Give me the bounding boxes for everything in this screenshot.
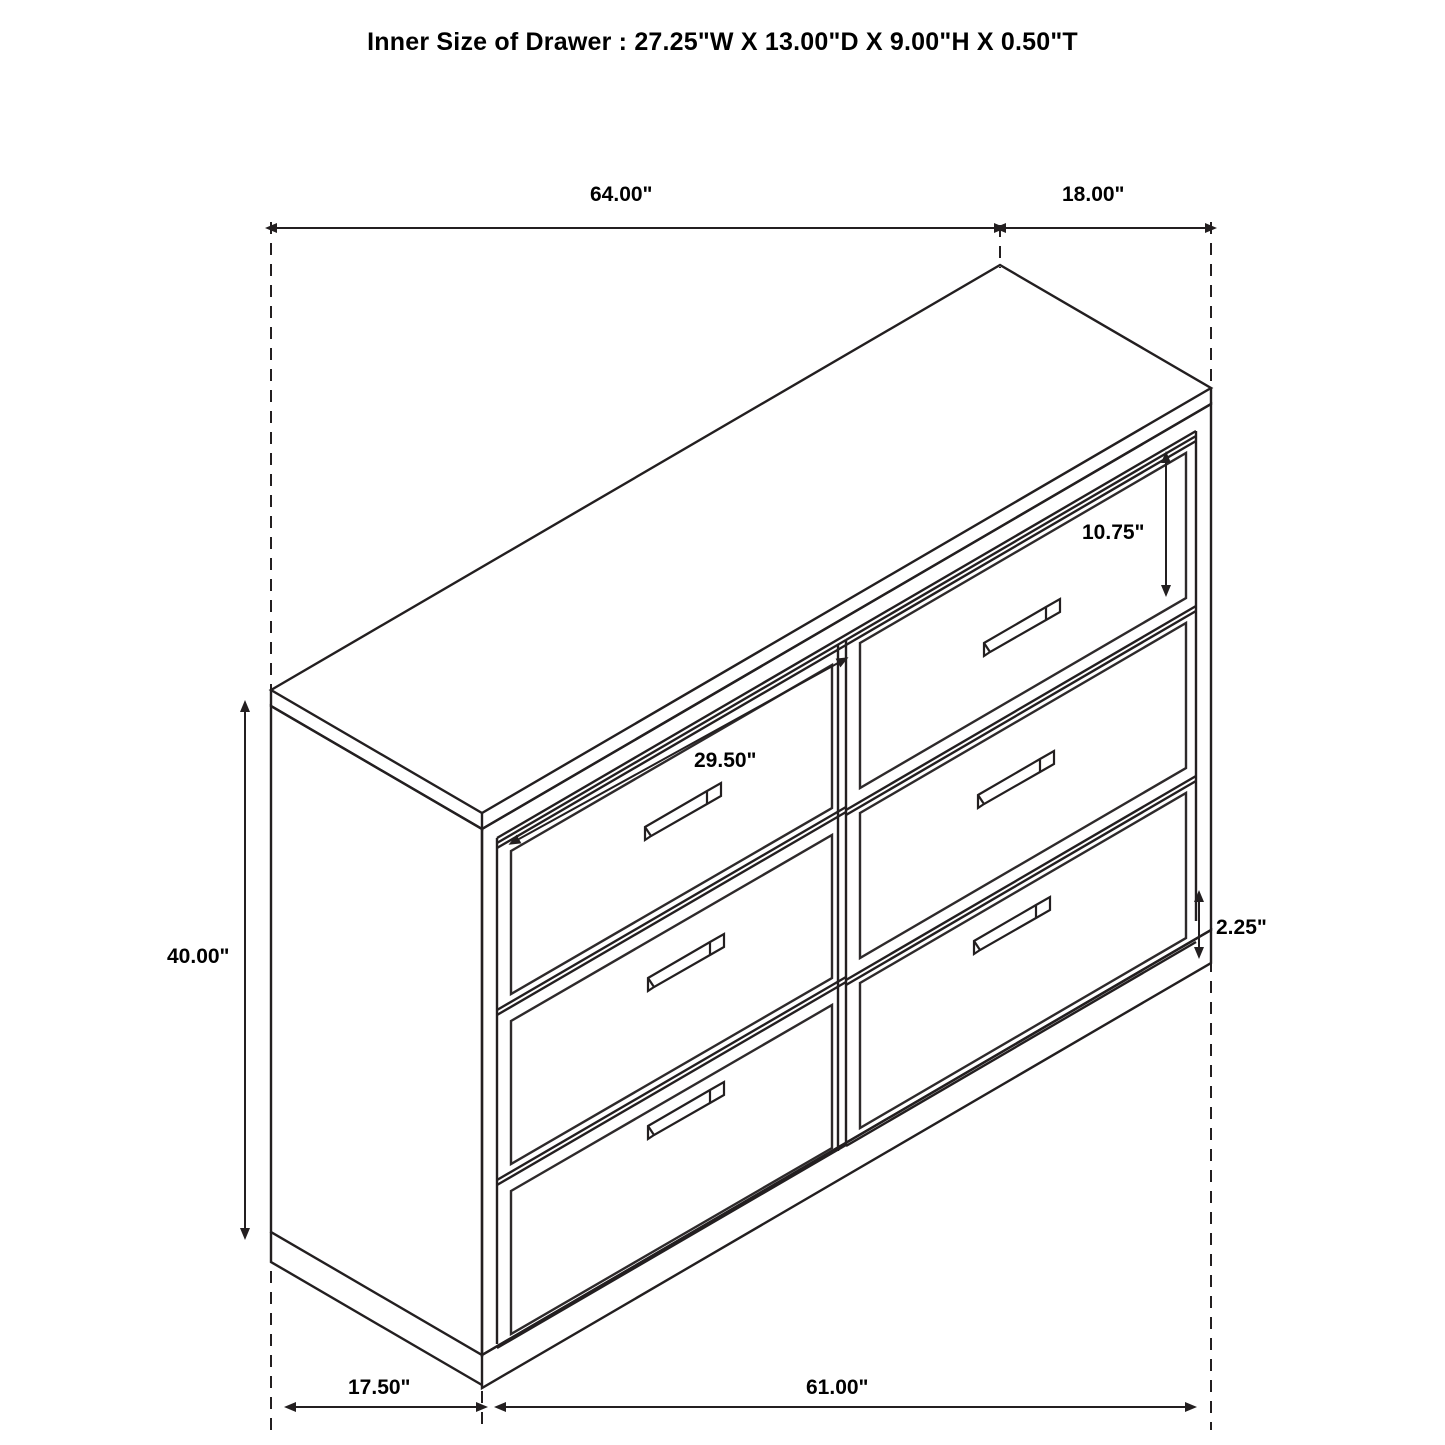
dim-label-top-width: 64.00"	[590, 183, 653, 206]
drawer-handle	[645, 783, 721, 840]
drawer-handle	[648, 934, 724, 991]
extension-line-icon	[271, 222, 1211, 1430]
dim-label-front-width: 61.00"	[806, 1376, 869, 1399]
dim-line-diagonal-depth	[519, 663, 838, 839]
drawer-handle	[974, 897, 1050, 954]
drawer-handle	[978, 751, 1054, 808]
page-title: Inner Size of Drawer : 27.25"W X 13.00"D X 9.00"H X 0.50"T	[367, 28, 1078, 56]
dim-label-diagonal-depth: 29.50"	[694, 749, 757, 772]
drawer-handle	[984, 599, 1060, 656]
dimension-lines	[245, 222, 1211, 1430]
dim-label-top-depth: 18.00"	[1062, 183, 1125, 206]
dresser-body	[271, 265, 1211, 1388]
dim-label-drawer-height: 10.75"	[1082, 521, 1145, 544]
dim-label-overall-height: 40.00"	[167, 945, 230, 968]
dim-label-side-depth: 17.50"	[348, 1376, 411, 1399]
dim-label-base-height: 2.25"	[1216, 916, 1267, 939]
